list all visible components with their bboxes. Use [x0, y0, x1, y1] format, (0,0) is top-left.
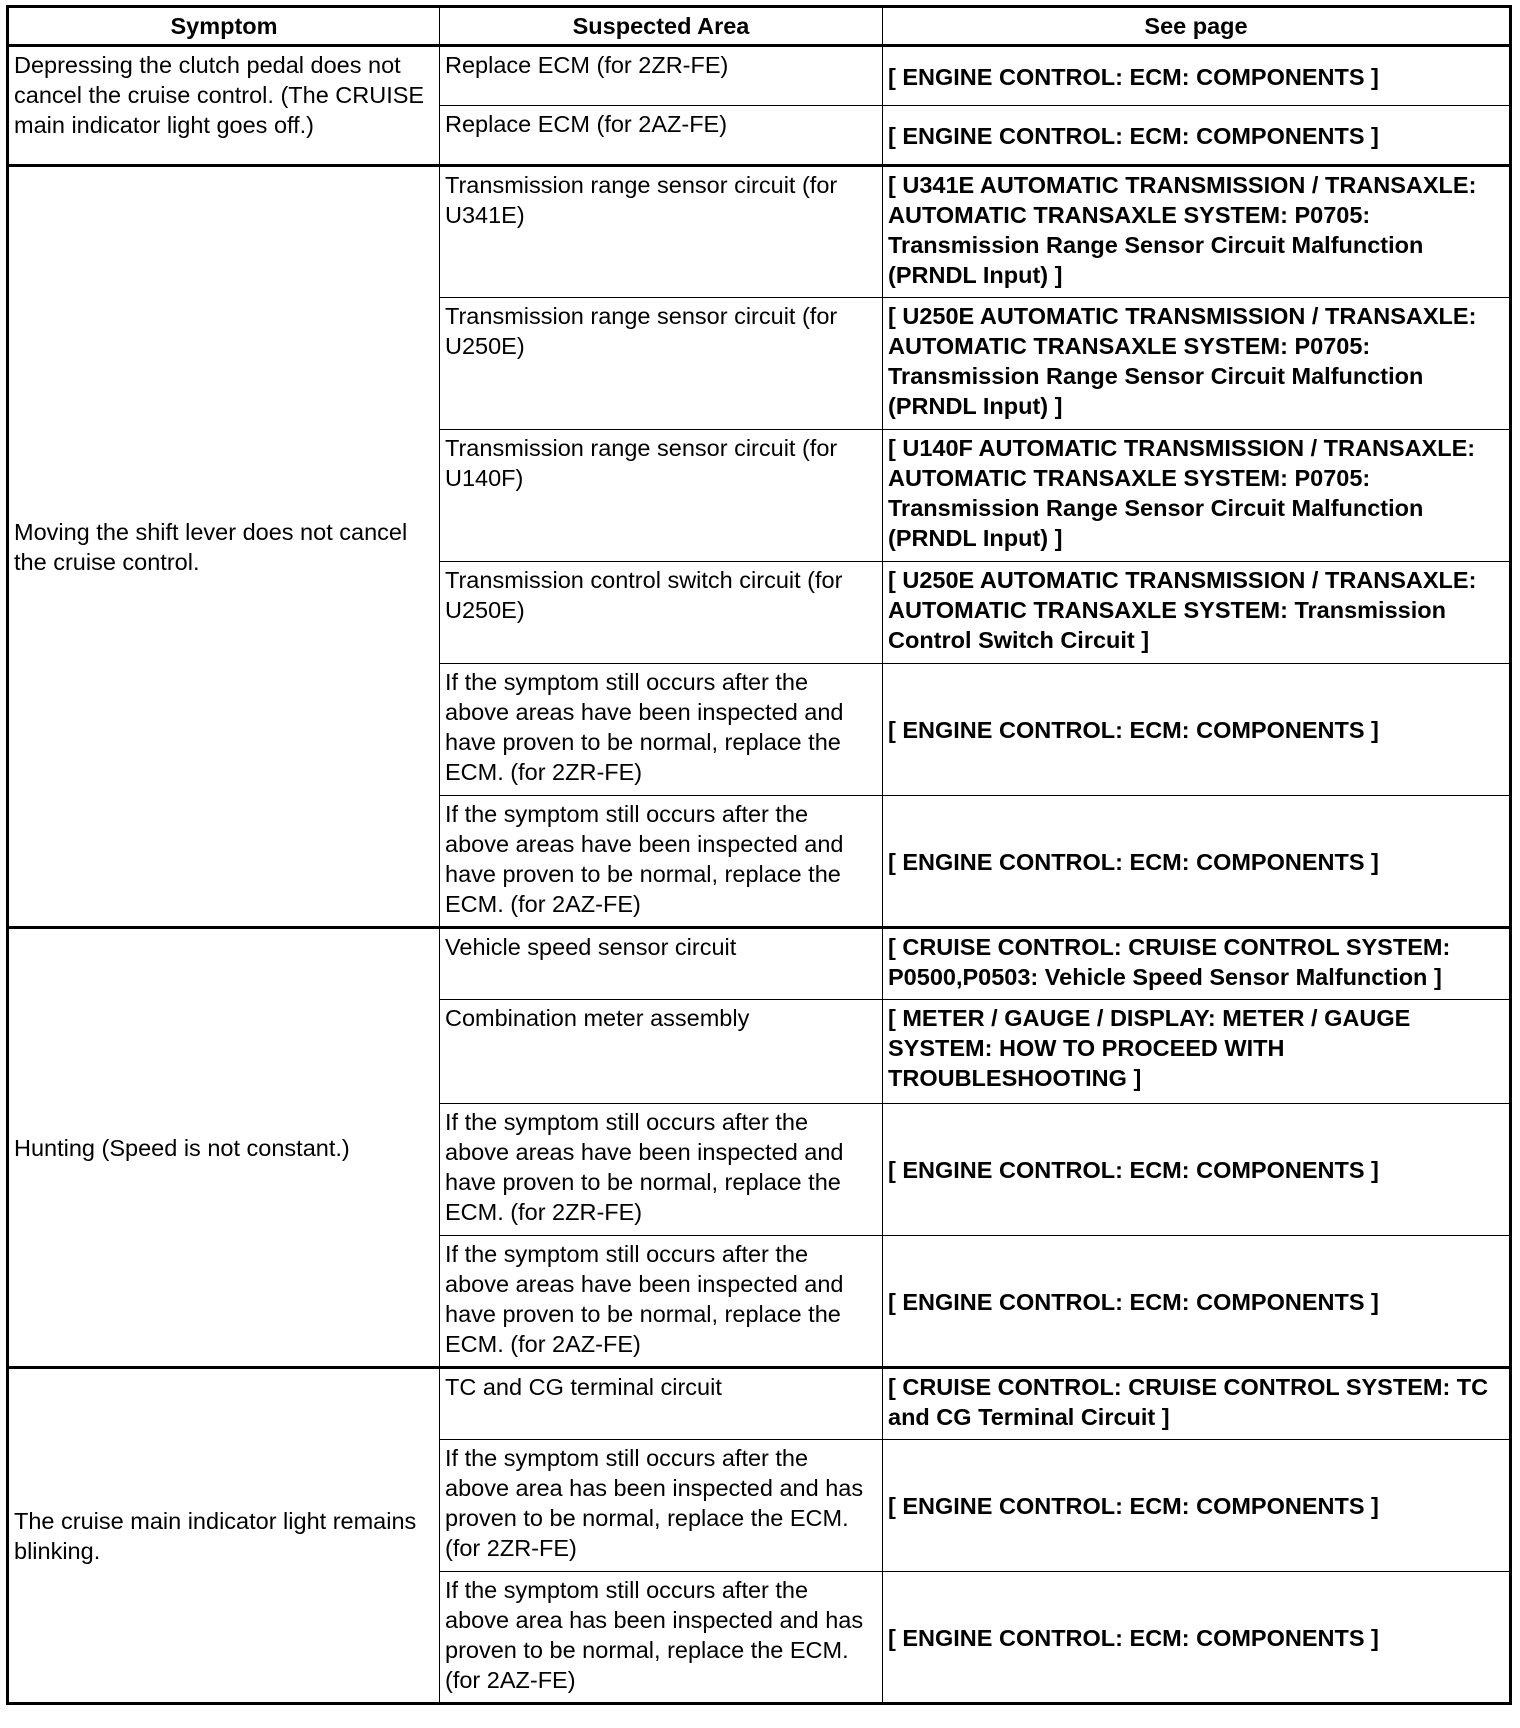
symptom-cell: Moving the shift lever does not cancel the cruise control.	[8, 166, 440, 928]
suspected-area-cell: Transmission range sensor circuit (for U341E)	[440, 166, 883, 298]
suspected-area-cell: Combination meter assembly	[440, 1000, 883, 1104]
suspected-area-cell: If the symptom still occurs after the above area has been inspected and has proven to be normal, replace the ECM. (for 2AZ-FE)	[440, 1572, 883, 1704]
see-page-cell: [ ENGINE CONTROL: ECM: COMPONENTS ]	[883, 106, 1511, 166]
see-page-cell: [ U250E AUTOMATIC TRANSMISSION / TRANSAXLE: AUTOMATIC TRANSAXLE SYSTEM: P0705: Transmission Range Sensor Circuit Malfunction (PRNDL Input) ]	[883, 298, 1511, 430]
see-page-cell: [ CRUISE CONTROL: CRUISE CONTROL SYSTEM: P0500,P0503: Vehicle Speed Sensor Malfunction ]	[883, 928, 1511, 1000]
symptom-cell: Depressing the clutch pedal does not cancel the cruise control. (The CRUISE main indicator light goes off.)	[8, 46, 440, 166]
table-row	[8, 166, 1511, 298]
suspected-area-cell: Vehicle speed sensor circuit	[440, 928, 883, 1000]
troubleshooting-table	[6, 5, 1512, 1705]
see-page-cell: [ ENGINE CONTROL: ECM: COMPONENTS ]	[883, 46, 1511, 106]
header-symptom: Symptom	[8, 7, 440, 46]
symptom-cell: The cruise main indicator light remains blinking.	[8, 1368, 440, 1704]
table-row	[8, 928, 1511, 1000]
see-page-cell: [ ENGINE CONTROL: ECM: COMPONENTS ]	[883, 1440, 1511, 1572]
header-suspected-area: Suspected Area	[440, 7, 883, 46]
table-row	[8, 1368, 1511, 1440]
see-page-cell: [ U250E AUTOMATIC TRANSMISSION / TRANSAXLE: AUTOMATIC TRANSAXLE SYSTEM: Transmission Control Switch Circuit ]	[883, 562, 1511, 664]
see-page-cell: [ ENGINE CONTROL: ECM: COMPONENTS ]	[883, 664, 1511, 796]
header-row	[8, 7, 1511, 46]
suspected-area-cell: Replace ECM (for 2AZ-FE)	[440, 106, 883, 166]
suspected-area-cell: Transmission control switch circuit (for U250E)	[440, 562, 883, 664]
see-page-cell: [ CRUISE CONTROL: CRUISE CONTROL SYSTEM: TC and CG Terminal Circuit ]	[883, 1368, 1511, 1440]
suspected-area-cell: If the symptom still occurs after the above areas have been inspected and have proven to be normal, replace the ECM. (for 2AZ-FE)	[440, 1236, 883, 1368]
suspected-area-cell: Transmission range sensor circuit (for U250E)	[440, 298, 883, 430]
suspected-area-cell: Transmission range sensor circuit (for U140F)	[440, 430, 883, 562]
see-page-cell: [ METER / GAUGE / DISPLAY: METER / GAUGE SYSTEM: HOW TO PROCEED WITH TROUBLESHOOTING ]	[883, 1000, 1511, 1104]
see-page-cell: [ U140F AUTOMATIC TRANSMISSION / TRANSAXLE: AUTOMATIC TRANSAXLE SYSTEM: P0705: Transmission Range Sensor Circuit Malfunction (PRNDL Input) ]	[883, 430, 1511, 562]
table-row	[8, 46, 1511, 106]
suspected-area-cell: If the symptom still occurs after the above area has been inspected and has proven to be normal, replace the ECM. (for 2ZR-FE)	[440, 1440, 883, 1572]
see-page-cell: [ ENGINE CONTROL: ECM: COMPONENTS ]	[883, 1104, 1511, 1236]
symptom-cell: Hunting (Speed is not constant.)	[8, 928, 440, 1368]
see-page-cell: [ ENGINE CONTROL: ECM: COMPONENTS ]	[883, 796, 1511, 928]
suspected-area-cell: Replace ECM (for 2ZR-FE)	[440, 46, 883, 106]
suspected-area-cell: If the symptom still occurs after the above areas have been inspected and have proven to be normal, replace the ECM. (for 2AZ-FE)	[440, 796, 883, 928]
suspected-area-cell: If the symptom still occurs after the above areas have been inspected and have proven to be normal, replace the ECM. (for 2ZR-FE)	[440, 1104, 883, 1236]
see-page-cell: [ ENGINE CONTROL: ECM: COMPONENTS ]	[883, 1236, 1511, 1368]
suspected-area-cell: TC and CG terminal circuit	[440, 1368, 883, 1440]
header-see-page: See page	[883, 7, 1511, 46]
see-page-cell: [ U341E AUTOMATIC TRANSMISSION / TRANSAXLE: AUTOMATIC TRANSAXLE SYSTEM: P0705: Transmission Range Sensor Circuit Malfunction (PRNDL Input) ]	[883, 166, 1511, 298]
see-page-cell: [ ENGINE CONTROL: ECM: COMPONENTS ]	[883, 1572, 1511, 1704]
suspected-area-cell: If the symptom still occurs after the above areas have been inspected and have proven to be normal, replace the ECM. (for 2ZR-FE)	[440, 664, 883, 796]
